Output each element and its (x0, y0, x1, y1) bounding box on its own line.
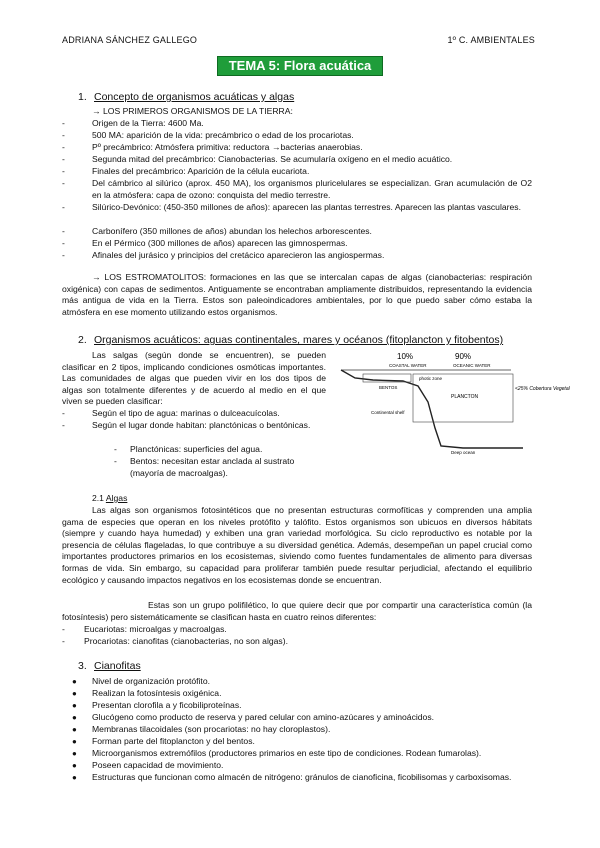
section-2-1-heading (92, 493, 127, 505)
list-item: Bentos: necesitan estar anclada al sustrato (mayoría de macroalgas). (130, 456, 295, 478)
list-item: Procariotas: cianofitas (cianobacterias, no son algas). (84, 636, 288, 646)
list-item: Planctónicas: superficies del agua. (130, 444, 263, 454)
pct-left: 10% (397, 352, 414, 361)
dash: - (62, 154, 65, 164)
estromatolitos-paragraph: → LOS ESTROMATOLITOS: formaciones en las que se intercalan capas de algas (cianobacterias: respiración oxigénica) con capas de sedimentos. Antiguamente se encontraban ampliamente distribuidos, representando la evidencia más antigua de vida en la Tierra. Estos son paleoindicadores ambientales, por lo que puedo saber cómo estaba la atmósfera en ese momento utilizando estos organismos. (62, 272, 532, 317)
subheading: → LOS PRIMEROS ORGANISMOS DE LA TIERRA: (92, 106, 293, 116)
list-item: Estructuras que funcionan como almacén de nitrógeno: gránulos de cianoficina, ficobilisomas y carboxisomas. (92, 772, 512, 782)
figure-bg (333, 350, 533, 468)
list-item: Realizan la fotosíntesis oxigénica. (92, 688, 222, 698)
list-item: Presentan clorofila a y ficobiliproteínas. (92, 700, 242, 710)
list-item: Eucariotas: microalgas y macroalgas. (84, 624, 227, 634)
dash: - (62, 238, 65, 248)
label-plancton: PLANCTON (451, 394, 479, 400)
author-name: ADRIANA SÁNCHEZ GALLEGO (62, 35, 198, 45)
list-item: Segunda mitad del precámbrico: Cianobacterias. Se acumularía oxígeno en el medio acuático. (92, 154, 453, 164)
section-title: Organismos acuáticos: aguas continentales, mares y océanos (fitoplancton y fitobentos) (94, 334, 504, 346)
bullet: ● (72, 689, 77, 698)
list-item: Origen de la Tierra: 4600 Ma. (92, 118, 204, 128)
list-item: Del cámbrico al silúrico (aprox. 450 MA), los organismos pluricelulares se especializan. Gran acumulación de O2 en la atmósfera: capa de ozono: conquista del medio terrestre. (92, 178, 532, 200)
pct-right: 90% (455, 352, 472, 361)
label-ocean: OCEANIC WATER (453, 363, 491, 368)
dash: - (62, 226, 65, 236)
bullet: ● (72, 737, 77, 746)
dash: - (62, 636, 65, 646)
list-item: Según el lugar donde habitan: planctónicas o bentónicas. (92, 420, 311, 430)
bullet: ● (72, 677, 77, 686)
bullet: ● (72, 773, 77, 782)
course-name: 1º C. AMBIENTALES (447, 35, 535, 45)
section-1-heading (78, 92, 294, 104)
dash: - (62, 624, 65, 634)
list-item: Poseen capacidad de movimiento. (92, 760, 224, 770)
section-number: 3. (78, 660, 87, 672)
dash: - (62, 408, 65, 418)
label-coastal: COASTAL WATER (389, 363, 427, 368)
dash: - (62, 118, 65, 128)
dash: - (114, 444, 117, 454)
dash: - (62, 178, 65, 188)
bullet: ● (72, 761, 77, 770)
section-3-heading (78, 661, 141, 673)
label-deep: Deep ocean (451, 450, 476, 455)
list-item: Silúrico-Devónico: (450-350 millones de años): aparecen las plantas terrestres. Aparecen las plantas vasculares. (92, 202, 521, 212)
label-bentos: BENTOS (379, 385, 398, 390)
section-title: Algas (105, 493, 128, 503)
ocean-zones-diagram (333, 350, 570, 468)
page-title: TEMA 5: Flora acuática (217, 56, 383, 76)
dash: - (114, 456, 117, 466)
dash: - (62, 250, 65, 260)
section-number: 2.1 (92, 493, 104, 503)
list-item: En el Pérmico (300 millones de años) aparecen las gimnospermas. (92, 238, 348, 248)
dash: - (62, 166, 65, 176)
list-item: 500 MA: aparición de la vida: precámbrico o edad de los procariotas. (92, 130, 354, 140)
list-item: Afinales del jurásico y principios del cretácico aparecieron las angiospermas. (92, 250, 385, 260)
bullet: ● (72, 713, 77, 722)
bullet: ● (72, 749, 77, 758)
polifiletico-paragraph: Estas son un grupo polifilético, lo que quiere decir que por compartir una característica común (la fotosíntesis) pero sistemáticamente se clasifican hasta en cuatro reinos diferentes: (62, 600, 532, 622)
label-photic: photic zone (419, 376, 443, 381)
section-2-intro: Las salgas (según donde se encuentren), se pueden clasificar en 2 tipos, implicando condiciones osmóticas importantes. Las comunidades de algas que pueden vivir en los dos tipos de algas son totalmente diferentes y de acuerdo al medio en el que viven se pueden clasificar: (62, 350, 326, 407)
section-number: 2. (78, 334, 87, 346)
list-item: Nivel de organización protófito. (92, 676, 210, 686)
list-item: Forman parte del fitoplancton y del bentos. (92, 736, 255, 746)
list-item: Finales del precámbrico: Aparición de la célula eucariota. (92, 166, 310, 176)
list-item: Microorganismos extremófilos (productores primarios en este tipo de condiciones. Rodean fumarolas). (92, 748, 482, 758)
dash: - (62, 202, 65, 212)
list-item: Glucógeno como producto de reserva y pared celular con amino-azúcares y aminoácidos. (92, 712, 435, 722)
section-title: Concepto de organismos acuáticas y algas (94, 91, 295, 103)
annotation: <25% Cobertura Vegetal (515, 386, 570, 392)
dash: - (62, 420, 65, 430)
list-item: Pº precámbrico: Atmósfera primitiva: reductora →bacterias anaerobias. (92, 142, 363, 152)
section-2-heading (78, 335, 503, 347)
dash: - (62, 130, 65, 140)
list-item: Carbonífero (350 millones de años) abundan los helechos arborescentes. (92, 226, 372, 236)
list-item: Según el tipo de agua: marinas o dulceacuícolas. (92, 408, 280, 418)
section-title: Cianofitas (94, 660, 141, 672)
algas-paragraph: Las algas son organismos fotosintéticos que no presentan estructuras cormofíticas y comprenden una amplia gama de especies que operan en los niveles protófito y talófito. Estos organismos son ubicuos en diversos hábitats (siempre y cuando haya humedad) y exhiben una gran variedad morfológica. Su ciclo reproductivo es notable por la presencia de células flageladas, lo que contribuye a su diversidad genética. Además, desempeñan un papel crucial como importantes productores primarios en los ecosistemas, siviendo como fuentes fundamentales de alimento para diversas formas de vida. Sin embargo, su capacidad para proliferar también puede resultar perjudicial, afectando el equilibrio ecológico y causando impactos negativos en los ecosistemas donde se encuentran. (62, 505, 532, 585)
bullet: ● (72, 725, 77, 734)
section-number: 1. (78, 91, 87, 103)
bullet: ● (72, 701, 77, 710)
list-item: Membranas tilacoidales (son procariotas: no hay cloroplastos). (92, 724, 331, 734)
dash: - (62, 142, 65, 152)
label-shelf: Continental shelf (371, 410, 405, 415)
